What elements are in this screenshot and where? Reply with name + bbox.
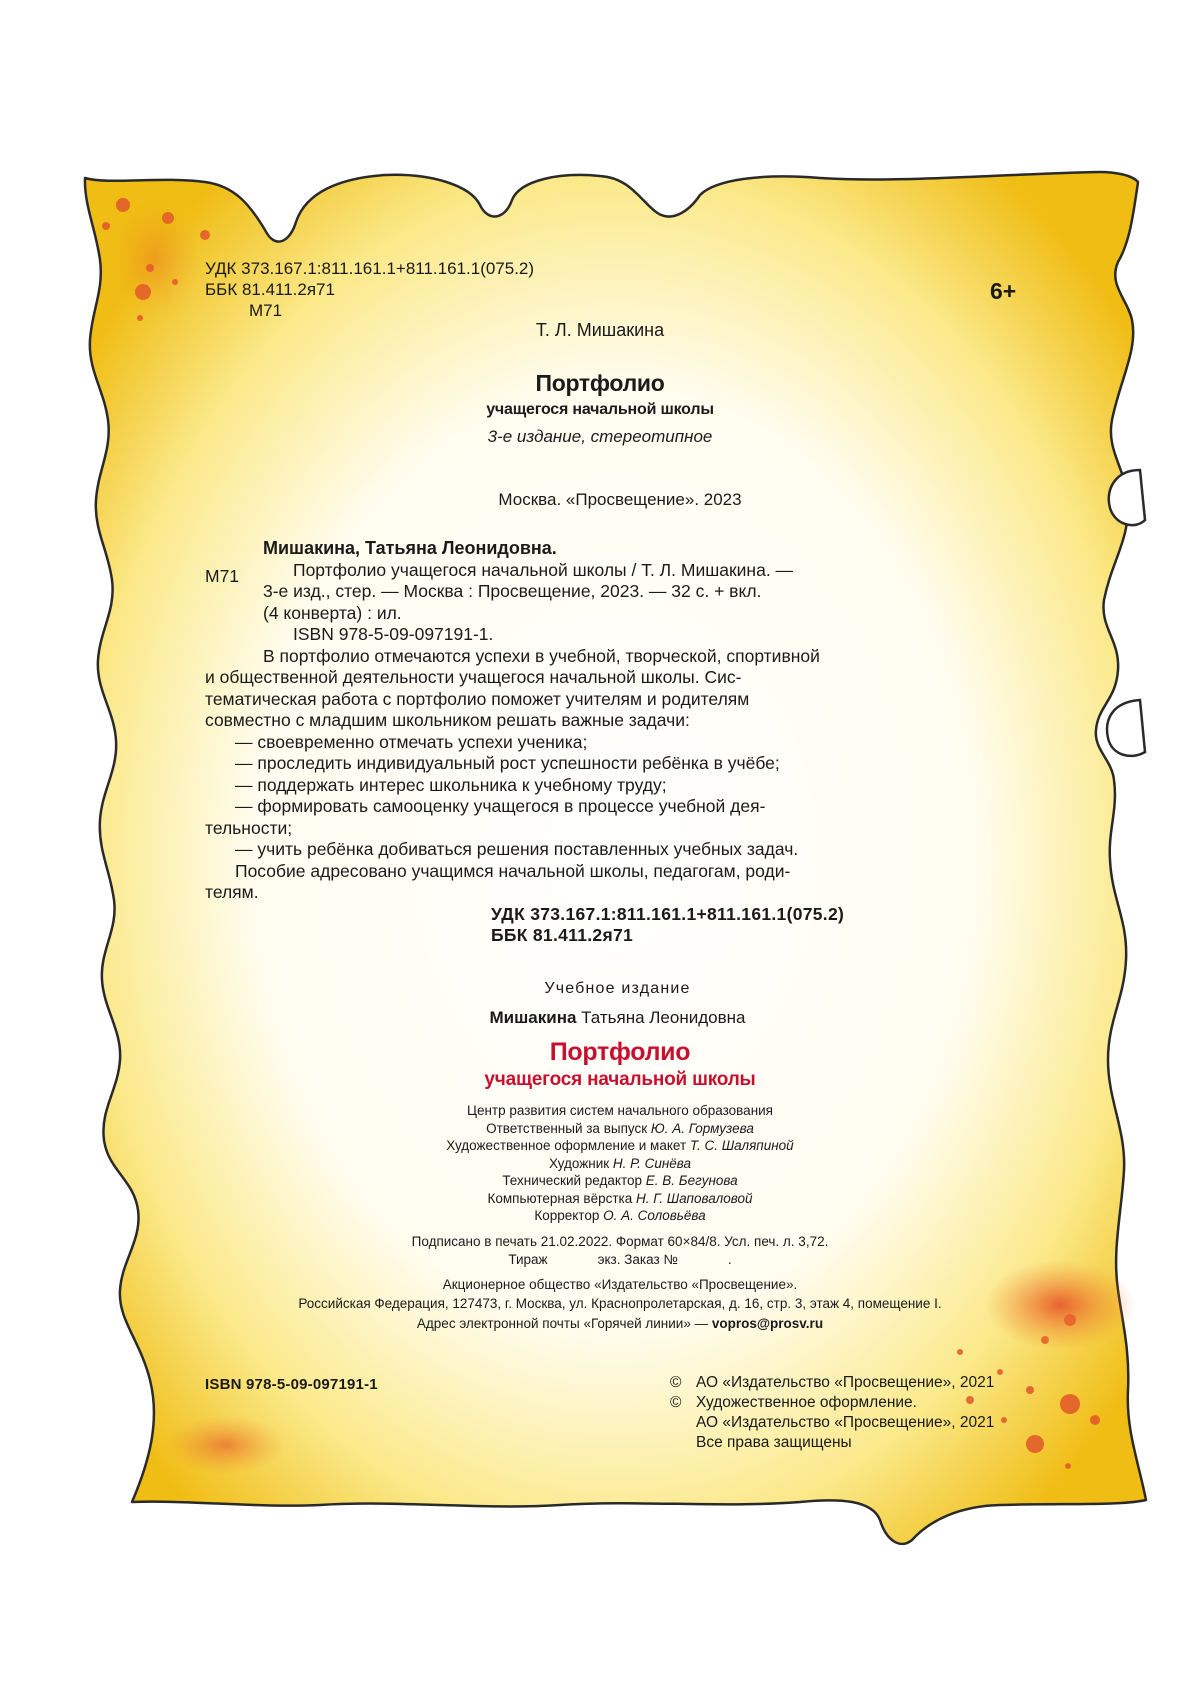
edition-note: 3-е издание, стереотипное <box>487 427 713 446</box>
colophon-title-main: Портфолио <box>549 1038 691 1066</box>
print-run-line <box>40 1251 1200 1269</box>
credit-line <box>40 1155 1200 1173</box>
credit-role: Корректор <box>534 1208 600 1223</box>
card-line: 3-е изд., стер. — Москва : Просвещение, 2023. — 32 с. + вкл. <box>263 581 762 601</box>
colophon-title-sub: учащегося начальной школы <box>484 1069 756 1090</box>
print-end: . <box>727 1252 732 1267</box>
colophon-author-names: Татьяна Леонидовна <box>581 1008 746 1027</box>
copyright-line: Художественное оформление. <box>696 1394 917 1411</box>
credit-name: Н. Р. Синёва <box>612 1155 692 1171</box>
title-sub: учащегося начальной школы <box>486 401 714 418</box>
copyright-icon: © <box>670 1394 682 1411</box>
title-main: Портфолио <box>535 370 665 396</box>
task-item: — проследить индивидуальный рост успешности ребёнка в учёбе; <box>235 753 780 773</box>
hotline-email <box>0 1316 1200 1331</box>
age-rating-badge: 6+ <box>990 278 1017 304</box>
publisher-city-year: Москва. «Просвещение». 2023 <box>498 490 742 509</box>
company-address: Российская Федерация, 127473, г. Москва, ул. Краснопролетарская, д. 16, стр. 3, этаж 4, помещение I. <box>298 1296 942 1311</box>
card-annotation <box>205 646 920 904</box>
author-mark-top: М71 <box>249 301 283 320</box>
udk-top: УДК 373.167.1:811.161.1+811.161.1(075.2) <box>205 259 535 278</box>
email-prefix: Адрес электронной почты «Горячей линии» — <box>416 1316 709 1331</box>
annotation-line: тематическая работа с портфолио поможет учителям и родителям <box>205 688 750 709</box>
card-bbk: ББК 81.411.2я71 <box>491 925 634 945</box>
colophon-author <box>0 1008 1200 1028</box>
copyright-block <box>670 1373 994 1453</box>
print-tirazh: Тираж <box>508 1252 548 1267</box>
task-item: — формировать самооценку учащегося в процессе учебной дея- <box>235 796 766 816</box>
task-item: тельности; <box>205 817 293 838</box>
credit-line <box>40 1207 1200 1225</box>
credit-role: Художник <box>548 1155 610 1171</box>
credit-line <box>40 1137 1200 1155</box>
title-block <box>0 370 1200 447</box>
card-isbn: ISBN 978-5-09-097191-1. <box>293 624 494 644</box>
copyright-icon: © <box>670 1374 682 1391</box>
annotation-line: совместно с младшим школьником решать важные задачи: <box>205 710 690 730</box>
author-short: Т. Л. Мишакина <box>535 320 665 340</box>
credit-name: Ю. А. Гормузева <box>650 1120 754 1136</box>
annotation-line: В портфолио отмечаются успехи в учебной, творческой, спортивной <box>263 645 820 666</box>
audience-line: телям. <box>205 882 259 902</box>
credit-line <box>40 1120 1200 1138</box>
print-line: Подписано в печать 21.02.2022. Формат 60×84/8. Усл. печ. л. 3,72. <box>411 1234 829 1249</box>
copyright-row <box>670 1433 994 1453</box>
copyright-row <box>670 1393 994 1413</box>
task-item: — учить ребёнка добиваться решения поставленных учебных задач. <box>235 839 799 859</box>
copyright-row <box>670 1373 994 1393</box>
task-item: — своевременно отмечать успехи ученика; <box>235 731 588 752</box>
credits-list <box>0 1102 1200 1225</box>
copyright-line: АО «Издательство «Просвещение», 2021 <box>696 1374 995 1391</box>
company-name: Акционерное общество «Издательство «Просвещение». <box>442 1277 798 1292</box>
credit-line <box>40 1172 1200 1190</box>
isbn-bottom: ISBN 978-5-09-097191-1 <box>205 1376 378 1393</box>
audience-line: Пособие адресовано учащимся начальной школы, педагогам, роди- <box>235 860 791 881</box>
card-description <box>205 560 920 646</box>
credit-role: Технический редактор <box>502 1173 642 1188</box>
bibliographic-card <box>205 538 920 947</box>
paint-blot <box>110 200 200 320</box>
credit-name: Н. Г. Шаповаловой <box>636 1190 753 1206</box>
edge-notch <box>1107 700 1145 756</box>
card-author-full: Мишакина, Татьяна Леонидовна. <box>263 538 557 558</box>
credit-role: Художественное оформление и макет <box>446 1138 687 1153</box>
card-line: Портфолио учащегося начальной школы / Т. Л. Мишакина. — <box>293 559 794 580</box>
copyright-row <box>670 1413 994 1433</box>
paint-blot <box>165 1415 285 1475</box>
credit-line <box>40 1190 1200 1208</box>
credit-line <box>40 1102 1200 1120</box>
imprint-top <box>205 258 534 321</box>
credit-name: Т. С. Шаляпиной <box>689 1138 794 1153</box>
credit-role: Компьютерная вёрстка <box>487 1190 633 1206</box>
annotation-line: и общественной деятельности учащегося начальной школы. Сис- <box>205 667 742 687</box>
edition-type: Учебное издание <box>544 980 691 997</box>
card-udk: УДК 373.167.1:811.161.1+811.161.1(075.2) <box>491 903 845 924</box>
colophon-title <box>0 1038 1200 1091</box>
task-item: — поддержать интерес школьника к учебному труду; <box>235 774 667 795</box>
bbk-top: ББК 81.411.2я71 <box>205 280 335 299</box>
print-zakaz: экз. Заказ № <box>597 1252 678 1267</box>
card-author-mark: М71 <box>205 566 240 586</box>
credit-name: О. А. Соловьёва <box>603 1208 706 1223</box>
email-address[interactable]: vopros@prosv.ru <box>711 1316 824 1331</box>
copyright-line: АО «Издательство «Просвещение», 2021 <box>696 1414 995 1431</box>
card-line: (4 конверта) : ил. <box>263 602 402 623</box>
credit-role: Ответственный за выпуск <box>486 1120 648 1136</box>
credit-name: Е. В. Бегунова <box>645 1173 738 1188</box>
colophon-author-surname: Мишакина <box>489 1008 577 1027</box>
copyright-line: Все права защищены <box>696 1434 852 1451</box>
credit-role: Центр развития систем начального образования <box>466 1103 773 1118</box>
company-info <box>0 1275 1200 1313</box>
print-info <box>0 1233 1200 1269</box>
